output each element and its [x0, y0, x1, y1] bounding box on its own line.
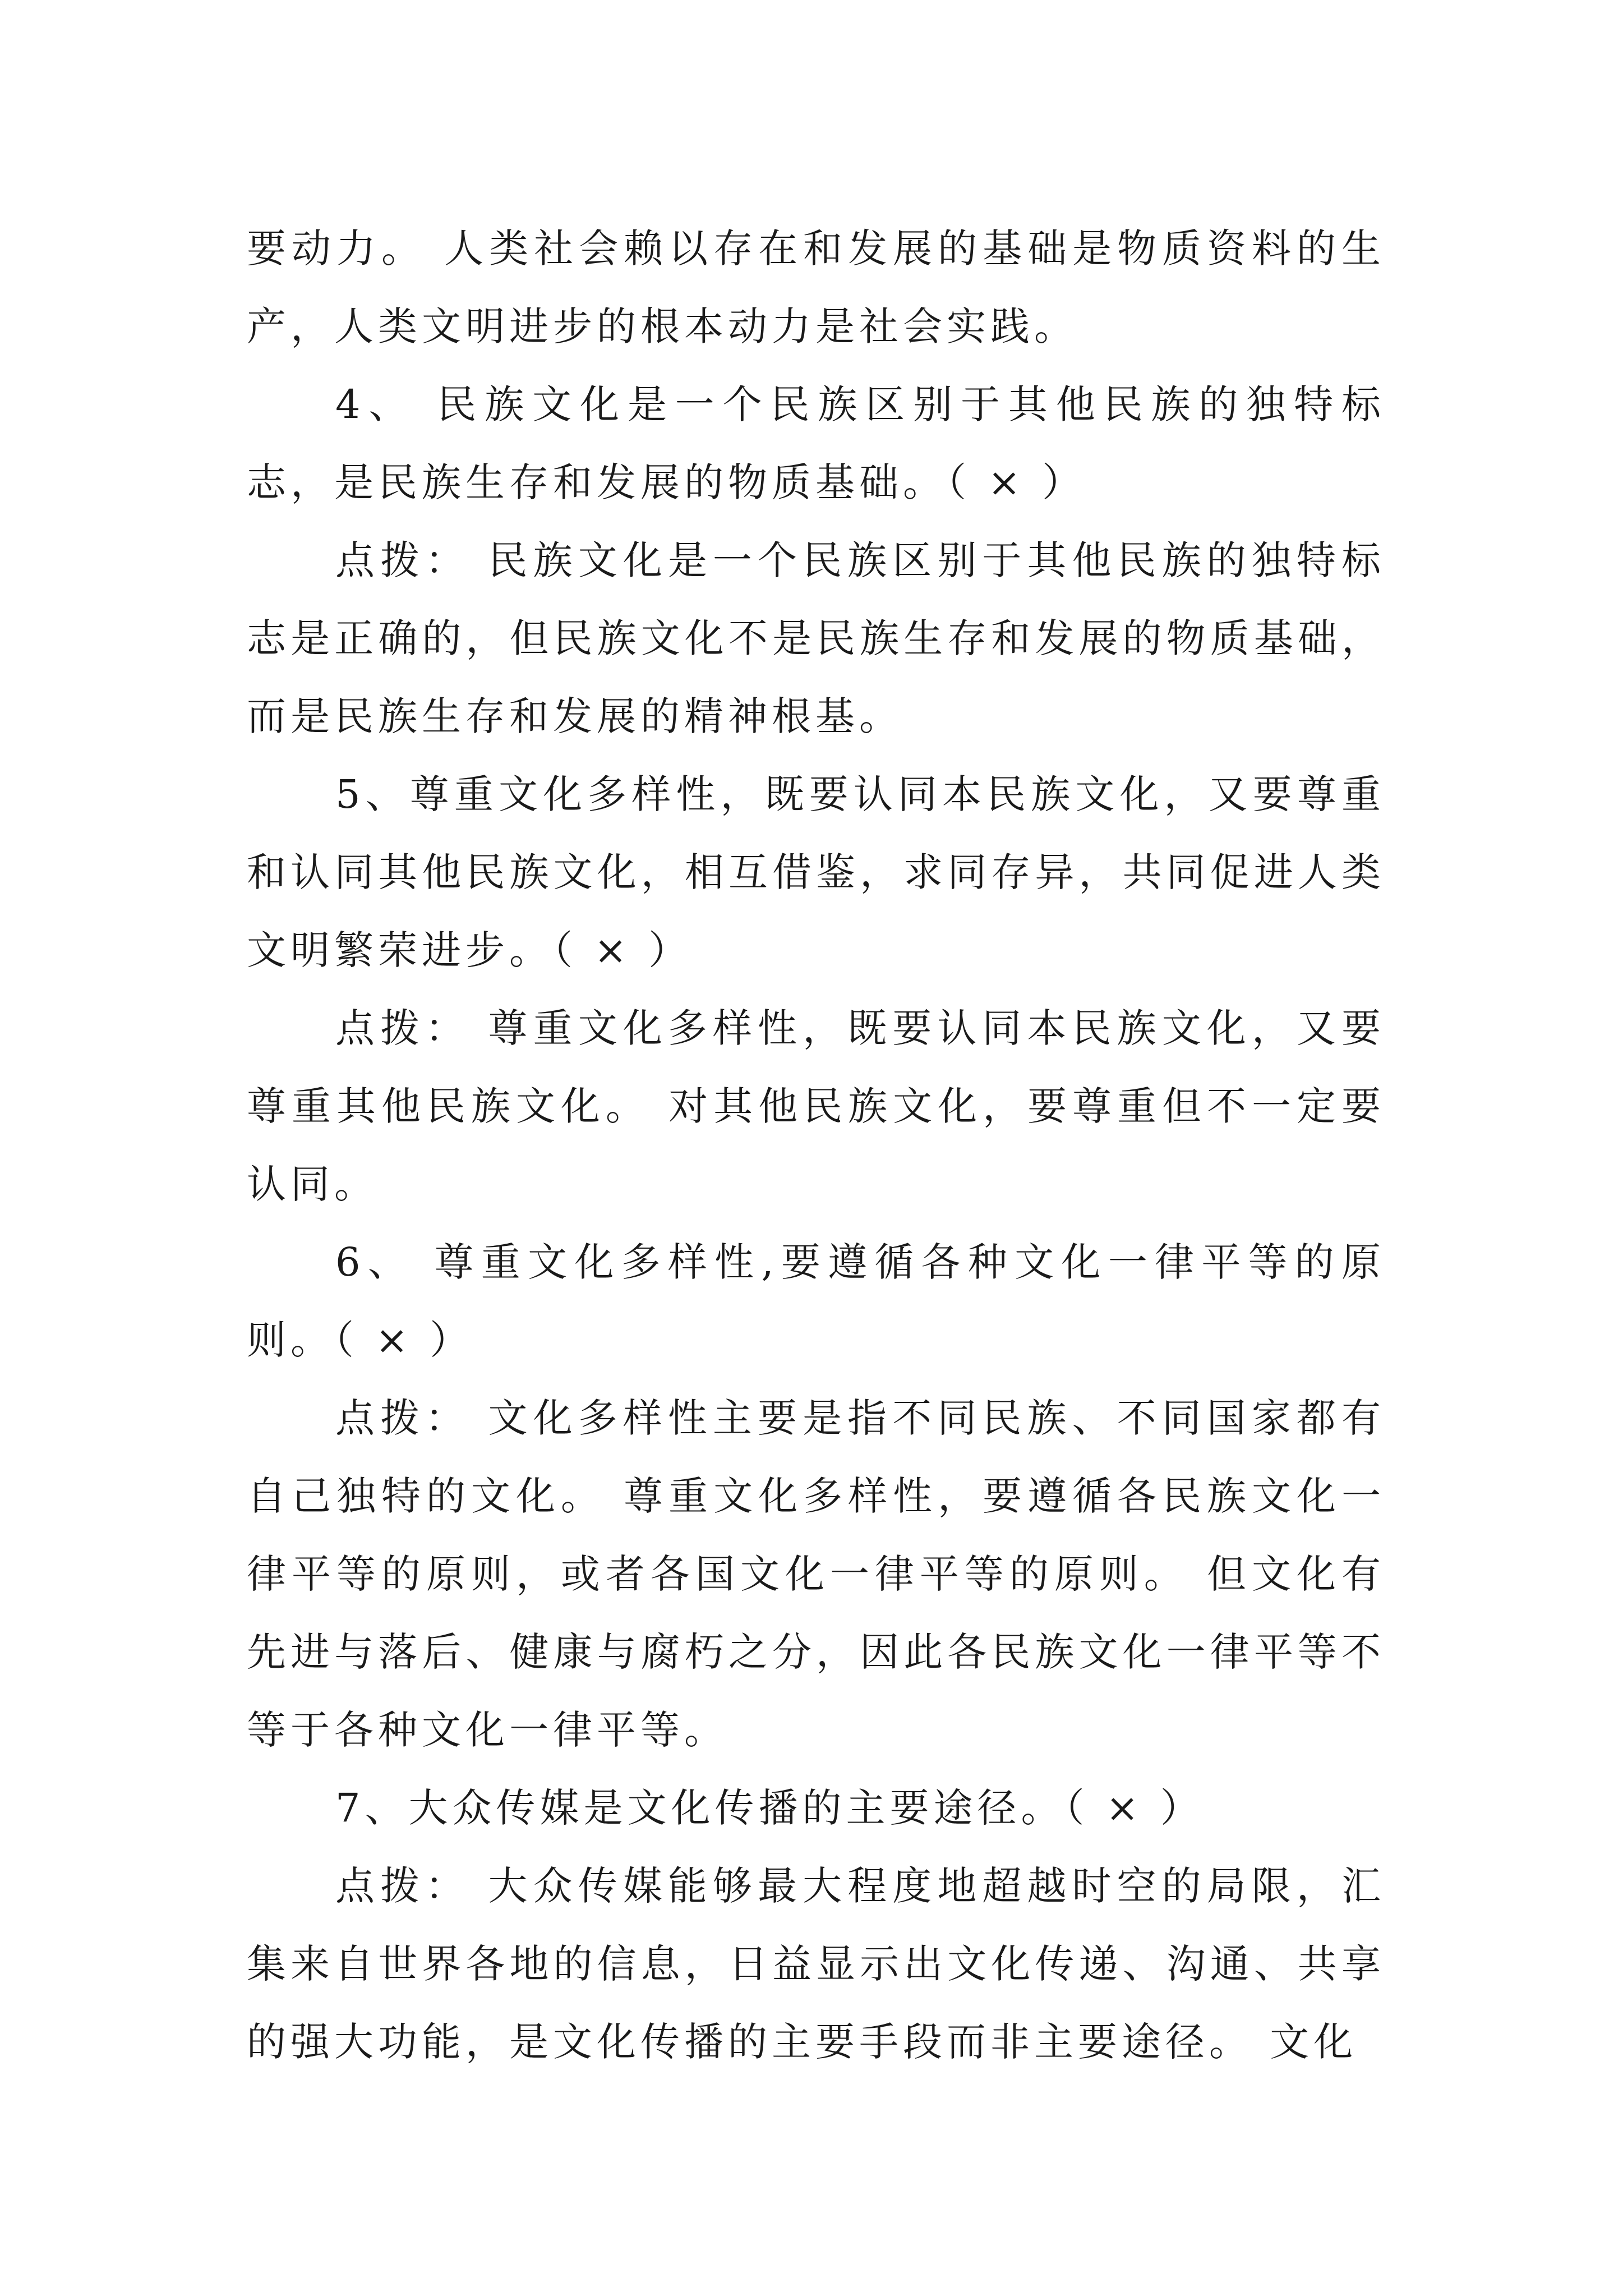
paragraph-continuation: 要动力。 人类社会赖以存在和发展的基础是物质资料的生产，人类文明进步的根本动力是社会实践。 [247, 226, 1385, 349]
question-7: 7、大众传媒是文化传播的主要途径。（ × ） [335, 1785, 1204, 1831]
question-4: 4、 民族文化是一个民族区别于其他民族的独特标志，是民族生存和发展的物质基础。（ × ） [247, 381, 1385, 505]
question-6: 6、 尊重文化多样性,要遵循各种文化一律平等的原则。（ × ） [247, 1239, 1385, 1363]
explanation-5: 点拨： 尊重文化多样性，既要认同本民族文化，又要尊重其他民族文化。 对其他民族文化，要尊重但不一定要认同。 [247, 1005, 1385, 1207]
explanation-6: 点拨： 文化多样性主要是指不同民族、不同国家都有自己独特的文化。 尊重文化多样性，要遵循各民族文化一律平等的原则，或者各国文化一律平等的原则。 但文化有先进与落后、健康与腐朽之分，因此各民族文化一律平等不等于各种文化一律平等。 [247, 1395, 1385, 1753]
document-body [247, 210, 1385, 2081]
question-5: 5、尊重文化多样性，既要认同本民族文化，又要尊重和认同其他民族文化，相互借鉴，求同存异，共同促进人类文明繁荣进步。（ × ） [247, 771, 1385, 973]
explanation-7: 点拨： 大众传媒能够最大程度地超越时空的局限，汇集来自世界各地的信息，日益显示出文化传递、沟通、共享的强大功能，是文化传播的主要手段而非主要途径。 文化 [247, 1863, 1385, 2065]
explanation-4: 点拨： 民族文化是一个民族区别于其他民族的独特标志是正确的，但民族文化不是民族生存和发展的物质基础，而是民族生存和发展的精神根基。 [247, 537, 1385, 739]
